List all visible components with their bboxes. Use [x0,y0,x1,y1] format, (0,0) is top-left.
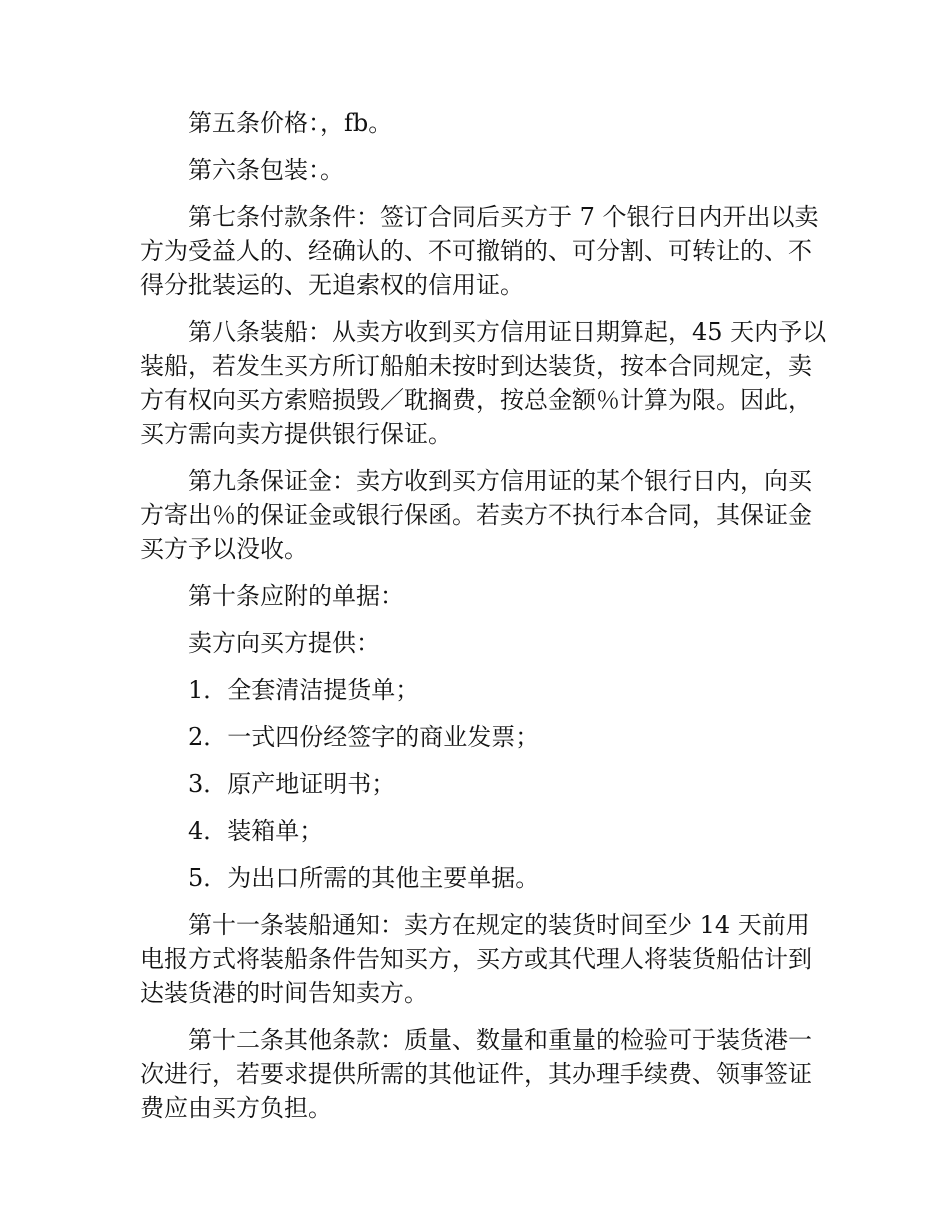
document-item-5: 5．为出口所需的其他主要单据。 [188,864,540,892]
clause-7-payment: 第七条付款条件：签订合同后买方于 7 个银行日内开出以卖方为受益人的、经确认的、不可撤销的、可分割、可转让的、不得分批装运的、无追索权的信用证。 [140,203,819,299]
document-item-2: 2．一式四份经签字的商业发票； [188,723,540,751]
clause-6-packing: 第六条包装：。 [188,156,344,184]
clause-5-price: 第五条价格：，fb。 [188,109,393,137]
documents-intro: 卖方向买方提供： [188,629,380,657]
clause-10-documents: 第十条应附的单据： [188,582,404,610]
clause-8-shipment: 第八条装船：从卖方收到买方信用证日期算起，45 天内予以装船，若发生买方所订船舶未按时到达装货，按本合同规定，卖方有权向买方索赔损毁／耽搁费，按总金额％计算为限。因此，买方需向卖方提供银行保证。 [140,318,827,448]
document-item-4: 4．装箱单； [188,817,324,845]
clause-11-shipping-notice: 第十一条装船通知：卖方在规定的装货时间至少 14 天前用电报方式将装船条件告知买方，买方或其代理人将装货船估计到达装货港的时间告知卖方。 [140,911,812,1007]
document-item-3: 3．原产地证明书； [188,770,396,798]
clause-12-other-terms: 第十二条其他条款：质量、数量和重量的检验可于装货港一次进行，若要求提供所需的其他证件，其办理手续费、领事签证费应由买方负担。 [140,1026,812,1122]
document-body [140,106,830,1138]
document-item-1: 1．全套清洁提货单； [188,676,420,704]
clause-9-deposit: 第九条保证金：卖方收到买方信用证的某个银行日内，向买方寄出％的保证金或银行保函。若卖方不执行本合同，其保证金买方予以没收。 [140,467,812,563]
